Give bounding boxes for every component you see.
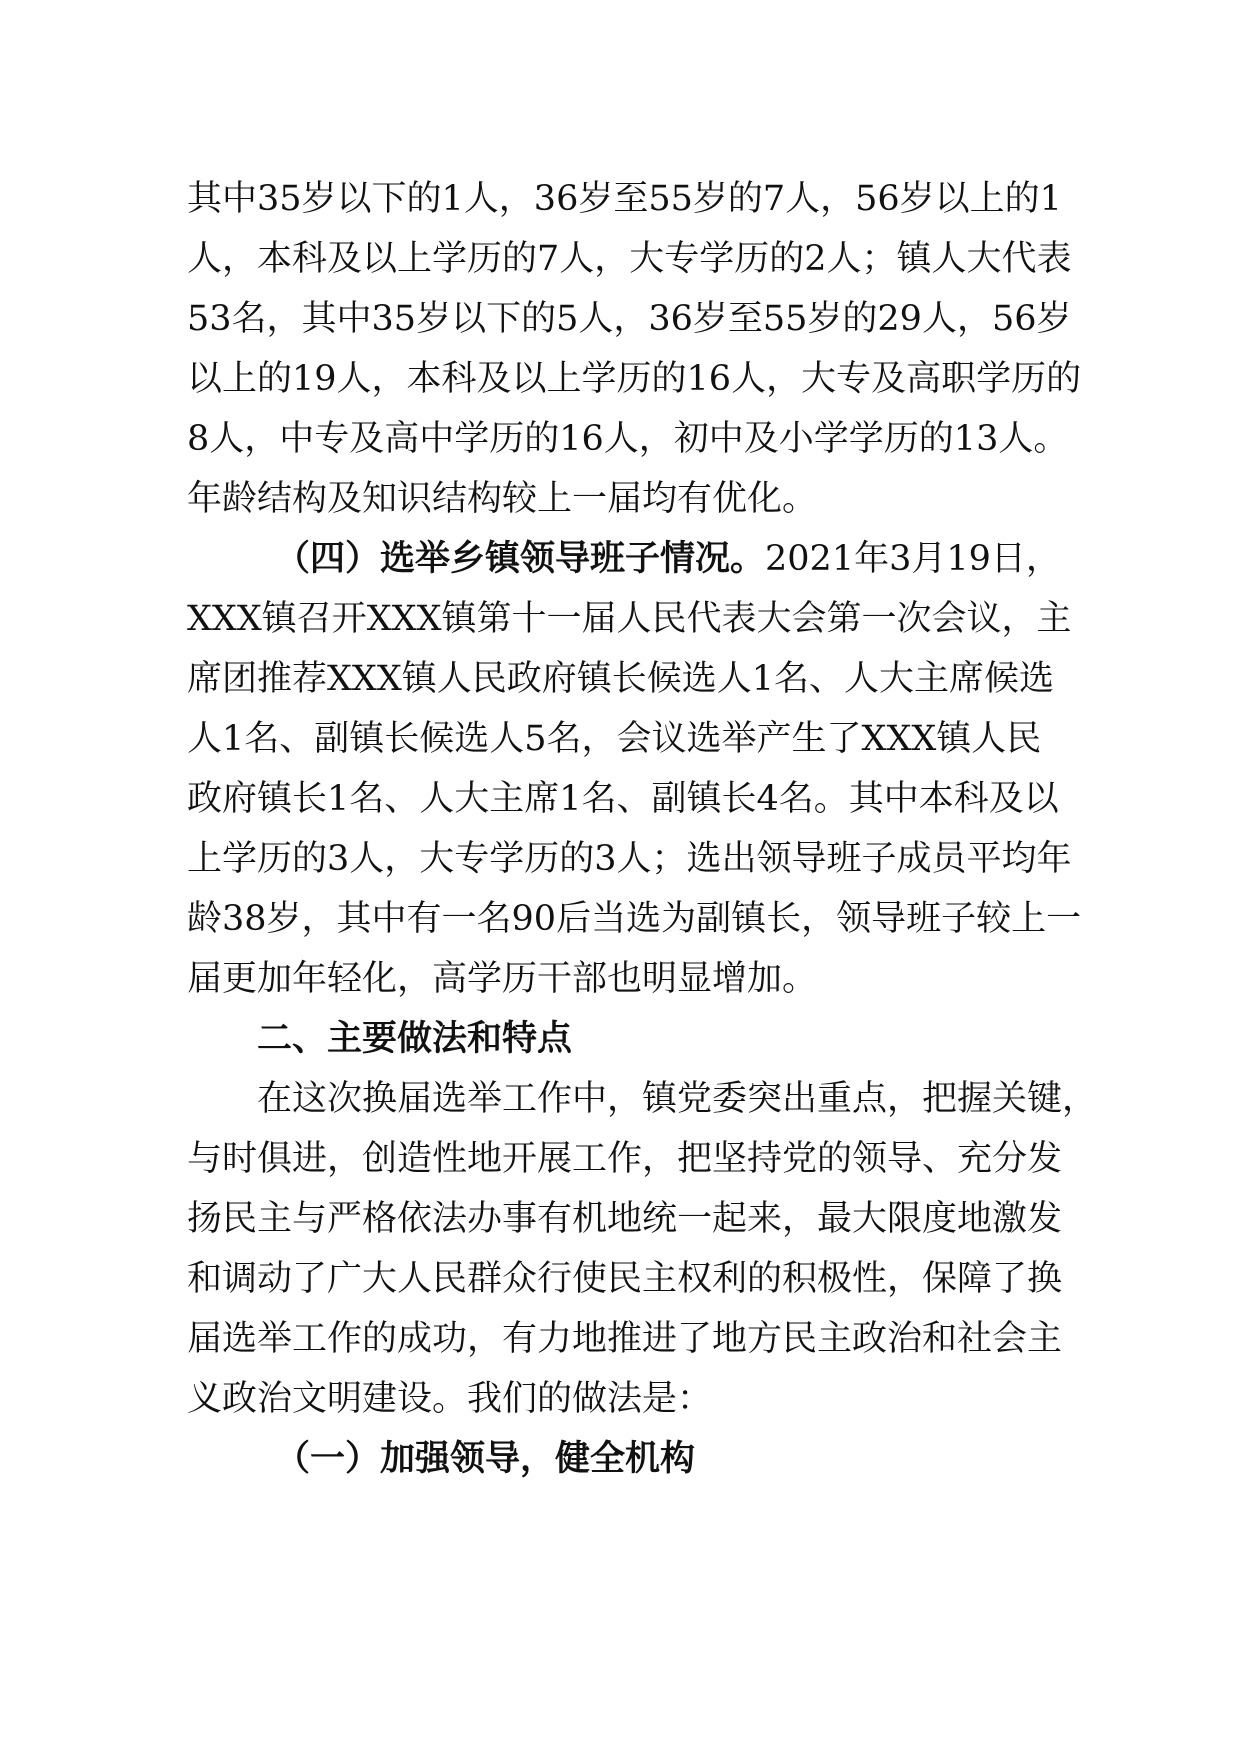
paragraph-line: 53名，其中35岁以下的5人，36岁至55岁的29人，56岁 [187,299,1072,339]
paragraph-line: XXX镇召开XXX镇第十一届人民代表大会第一次会议，主 [187,599,1072,639]
paragraph-line: 扬民主与严格依法办事有机地统一起来，最大限度地激发 [187,1199,1063,1239]
paragraph-line: 席团推荐XXX镇人民政府镇长候选人1名、人大主席候选 [187,659,1055,699]
section-4-date-text: 2021年3月19日， [765,539,1061,579]
paragraph-line: 人，本科及以上学历的7人，大专学历的2人；镇人大代表 [187,239,1072,279]
paragraph-line: 政府镇长1名、人大主席1名、副镇长4名。其中本科及以 [187,779,1059,819]
paragraph-line: 与时俱进，创造性地开展工作，把坚持党的领导、充分发 [187,1139,1063,1179]
paragraph-line: 上学历的3人，大专学历的3人；选出领导班子成员平均年 [187,839,1072,879]
paragraph-line: 以上的19人，本科及以上学历的16人，大专及高职学历的 [187,359,1082,399]
paragraph-line: 在这次换届选举工作中，镇党委突出重点，把握关键， [257,1079,1098,1119]
part-2-heading: 二、主要做法和特点 [257,1019,573,1059]
paragraph-line: 年龄结构及知识结构较上一届均有优化。 [187,479,818,519]
paragraph-line: 其中35岁以下的1人，36岁至55岁的7人，56岁以上的1 [187,179,1062,219]
paragraph-line: 届选举工作的成功，有力地推进了地方民主政治和社会主 [187,1319,1063,1359]
section-4-heading: （四）选举乡镇领导班子情况。 [275,539,766,579]
paragraph-line: 龄38岁，其中有一名90后当选为副镇长，领导班子较上一 [187,899,1082,939]
subsection-1-heading: （一）加强领导，健全机构 [275,1439,696,1479]
paragraph-line: 义政治文明建设。我们的做法是： [187,1379,713,1419]
paragraph-line: 8人，中专及高中学历的16人，初中及小学学历的13人。 [187,419,1069,459]
paragraph-line: 和调动了广大人民群众行使民主权利的积极性，保障了换 [187,1259,1063,1299]
paragraph-line: 届更加年轻化，高学历干部也明显增加。 [187,959,818,999]
paragraph-line: 人1名、副镇长候选人5名，会议选举产生了XXX镇人民 [187,719,1042,759]
section-4-first-line [275,526,1061,592]
